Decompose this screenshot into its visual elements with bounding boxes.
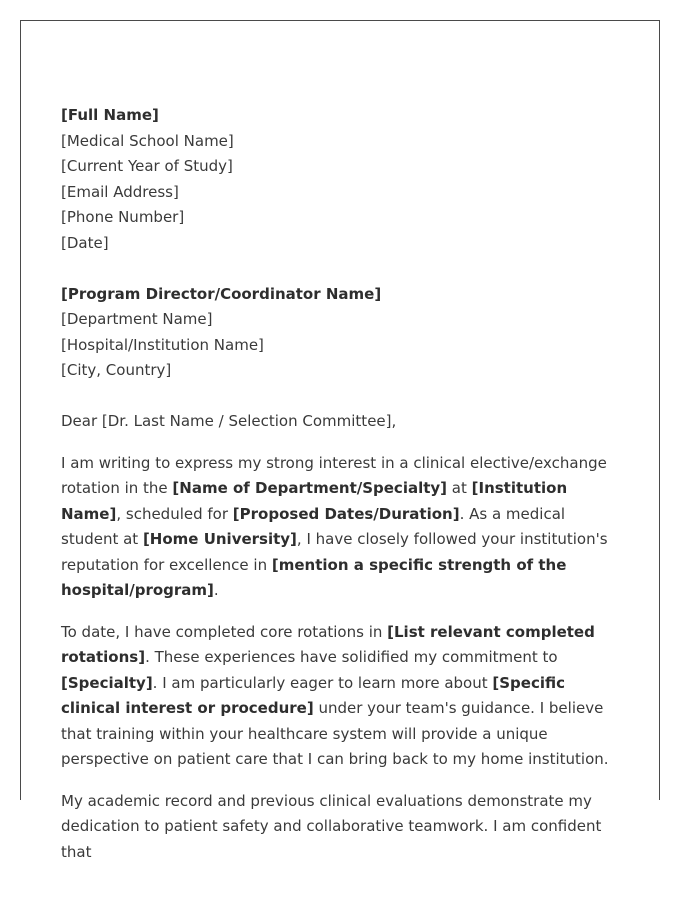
body-paragraph-3: My academic record and previous clinical evaluations demonstrate my dedication to patient safety and collaborative teamwork. I am confident that [61,791,602,861]
letter-content [61,103,621,881]
recipient-institution: [Hospital/Institution Name] [61,335,264,354]
sender-year: [Current Year of Study] [61,157,233,175]
sender-email: [Email Address] [61,182,179,201]
body-paragraph-2: To date, I have completed core rotations in [List relevant completed rotations]. These experiences have solidified my commitment to [Specialty]. I am particularly eager to learn more about [Specific clinical interest or procedure] under your team's guidance. I believe that training within your healthcare system will provide a unique perspective on patient care that I can bring back to my home institution. [61,622,609,768]
sender-phone: [Phone Number] [61,208,185,226]
body-paragraph-1: I am writing to express my strong interest in a clinical elective/exchange rotation in the [Name of Department/Specialty] at [Institution Name], scheduled for [Proposed Dates/Duration]. As a medical student at [Home University], I have closely followed your institution's reputation for excellence in [mention a specific strength of the hospital/program]. [61,453,608,599]
letter-page [20,20,660,861]
recipient-department: [Department Name] [61,310,213,328]
recipient-location: [City, Country] [61,361,172,379]
recipient-name: [Program Director/Coordinator Name] [61,284,382,303]
sender-school: [Medical School Name] [61,131,234,150]
letter-date: [Date] [61,233,109,252]
salutation: Dear [Dr. Last Name / Selection Committee], [61,412,397,430]
sender-block [61,103,621,256]
sender-name: [Full Name] [61,106,159,124]
recipient-block [61,282,621,384]
